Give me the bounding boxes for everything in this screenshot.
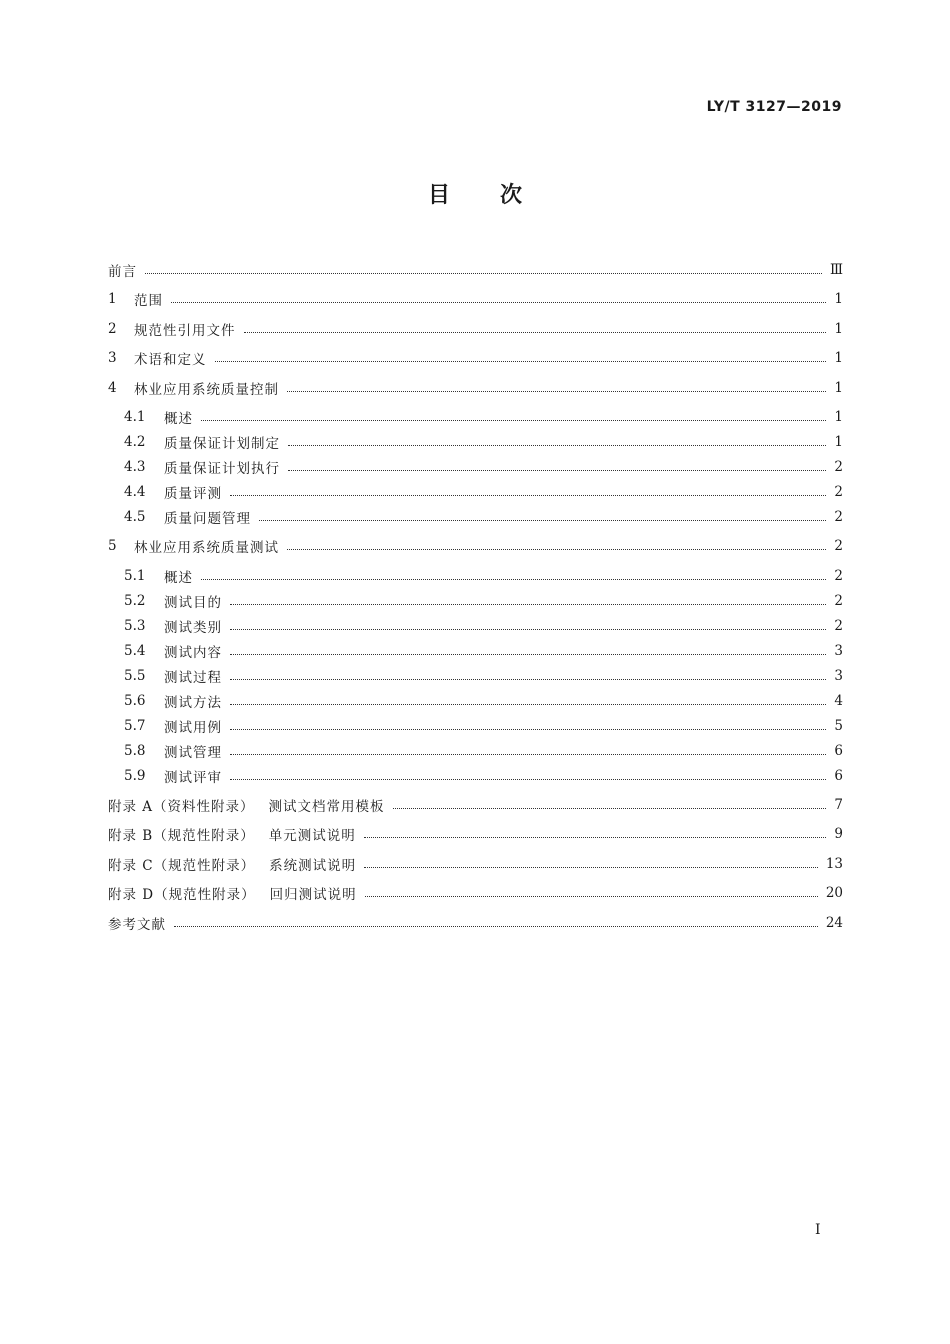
toc-number: 5.6	[124, 693, 146, 709]
toc-entry-5-6[interactable]	[108, 689, 843, 713]
toc-label: 系统测试说明	[269, 858, 357, 874]
dot-leader	[365, 896, 818, 897]
toc-label: 林业应用系统质量控制	[134, 382, 279, 398]
toc-label: 测试文档常用模板	[268, 799, 385, 815]
toc-page: 1	[834, 291, 843, 307]
toc-entry-4-4[interactable]	[108, 480, 843, 504]
dot-leader	[288, 445, 826, 446]
toc-label: 概述	[164, 570, 193, 586]
toc-entry-5-2[interactable]	[108, 589, 843, 613]
toc-entry-references[interactable]	[108, 911, 843, 935]
toc-page: 2	[834, 484, 843, 500]
toc-page: 7	[834, 797, 843, 813]
toc-page: 13	[825, 856, 843, 872]
dot-leader	[364, 867, 818, 868]
toc-number: 5.7	[124, 718, 146, 734]
toc-number: 5.4	[124, 643, 146, 659]
toc-entry-4-2[interactable]	[108, 430, 843, 454]
toc-number: 4	[108, 380, 117, 396]
toc-entry-appendix-c[interactable]	[108, 852, 843, 876]
toc-page: 2	[834, 568, 843, 584]
toc-label: 测试类别	[164, 620, 222, 636]
toc-entry-5-9[interactable]	[108, 764, 843, 788]
dot-leader	[259, 520, 826, 521]
dot-leader	[230, 779, 826, 780]
dot-leader	[201, 579, 826, 580]
appendix-heading: 附录 C（规范性附录）	[108, 858, 256, 874]
toc-number: 4.2	[124, 434, 146, 450]
dot-leader	[230, 679, 826, 680]
toc-entry-appendix-a[interactable]	[108, 793, 843, 817]
toc-entry-4-3[interactable]	[108, 455, 843, 479]
dot-leader	[230, 604, 826, 605]
toc-label: 质量保证计划执行	[164, 461, 280, 477]
toc-entry-4[interactable]	[108, 376, 843, 400]
toc-page: 2	[834, 459, 843, 475]
title-char-2: 次	[500, 183, 523, 208]
dot-leader	[215, 361, 827, 362]
page-number: I	[815, 1222, 821, 1238]
toc-label: 单元测试说明	[268, 828, 356, 844]
dot-leader	[244, 332, 827, 333]
toc-number: 3	[108, 350, 117, 366]
toc-number: 4.4	[124, 484, 146, 500]
toc-number: 2	[108, 321, 117, 337]
toc-entry-3[interactable]	[108, 346, 843, 370]
toc-page: 9	[834, 826, 843, 842]
toc-entry-5[interactable]	[108, 534, 843, 558]
title-char-1: 目	[427, 183, 450, 208]
toc-entry-appendix-d[interactable]	[108, 881, 843, 905]
toc-label: 测试评审	[164, 770, 222, 786]
dot-leader	[145, 273, 822, 274]
toc-page: 1	[834, 380, 843, 396]
toc-page: 2	[834, 538, 843, 554]
toc-entry-4-1[interactable]	[108, 405, 843, 429]
dot-leader	[364, 837, 827, 838]
toc-label: 质量问题管理	[164, 511, 251, 527]
toc-page: 6	[834, 743, 843, 759]
toc-label: 术语和定义	[134, 352, 207, 368]
toc-number: 1	[108, 291, 117, 307]
toc-label: 范围	[134, 293, 163, 309]
dot-leader	[287, 549, 826, 550]
dot-leader	[230, 654, 826, 655]
standard-code: LY/T 3127—2019	[706, 99, 842, 115]
toc-number: 5.8	[124, 743, 146, 759]
toc-number: 4.3	[124, 459, 146, 475]
toc-number: 4.5	[124, 509, 146, 525]
toc-label: 林业应用系统质量测试	[134, 540, 279, 556]
toc-label: 测试过程	[164, 670, 222, 686]
toc-entry-2[interactable]	[108, 317, 843, 341]
toc-number: 5	[108, 538, 117, 554]
toc-number: 5.1	[124, 568, 146, 584]
toc-number: 5.9	[124, 768, 146, 784]
toc-label: 质量保证计划制定	[164, 436, 280, 452]
dot-leader	[230, 729, 826, 730]
appendix-heading: 附录 D（规范性附录）	[108, 887, 256, 903]
toc-number: 5.3	[124, 618, 146, 634]
toc-page: 2	[834, 593, 843, 609]
toc-label: 测试用例	[164, 720, 222, 736]
toc-number: 4.1	[124, 409, 146, 425]
dot-leader	[174, 926, 818, 927]
toc-page: 3	[834, 643, 843, 659]
toc-label: 参考文献	[108, 917, 166, 933]
toc-page: 4	[834, 693, 843, 709]
toc-label: 测试管理	[164, 745, 222, 761]
dot-leader	[393, 808, 827, 809]
toc-page: 24	[825, 915, 843, 931]
toc-label: 测试方法	[164, 695, 222, 711]
toc-number: 5.2	[124, 593, 146, 609]
appendix-heading: 附录 A（资料性附录）	[108, 799, 255, 815]
toc-entry-5-8[interactable]	[108, 739, 843, 763]
dot-leader	[230, 495, 826, 496]
appendix-heading: 附录 B（规范性附录）	[108, 828, 255, 844]
toc-entry-5-5[interactable]	[108, 664, 843, 688]
toc-page: 1	[834, 434, 843, 450]
toc-entry-4-5[interactable]	[108, 505, 843, 529]
toc-label: 回归测试说明	[269, 887, 357, 903]
dot-leader	[230, 754, 826, 755]
toc-entry-appendix-b[interactable]	[108, 822, 843, 846]
toc-page: 1	[834, 409, 843, 425]
dot-leader	[171, 302, 826, 303]
toc-page: 1	[834, 350, 843, 366]
dot-leader	[201, 420, 826, 421]
page-title	[0, 178, 950, 209]
toc-label: 测试目的	[164, 595, 222, 611]
toc-entry-1[interactable]	[108, 287, 843, 311]
toc-label: 前言	[108, 264, 137, 280]
toc-label: 规范性引用文件	[134, 323, 236, 339]
toc-entry-5-1[interactable]	[108, 564, 843, 588]
toc-page: 20	[825, 885, 843, 901]
toc-page: Ⅲ	[829, 262, 843, 278]
toc-page: 3	[834, 668, 843, 684]
toc-page: 2	[834, 618, 843, 634]
toc-entry-5-7[interactable]	[108, 714, 843, 738]
toc-entry-5-3[interactable]	[108, 614, 843, 638]
toc-entry-5-4[interactable]	[108, 639, 843, 663]
toc-label: 测试内容	[164, 645, 222, 661]
toc-page: 6	[834, 768, 843, 784]
dot-leader	[287, 391, 826, 392]
toc-label: 概述	[164, 411, 193, 427]
dot-leader	[230, 629, 826, 630]
toc-page: 2	[834, 509, 843, 525]
toc-number: 5.5	[124, 668, 146, 684]
toc-entry-preface[interactable]	[108, 258, 843, 282]
dot-leader	[230, 704, 826, 705]
toc-page: 5	[834, 718, 843, 734]
toc-label: 质量评测	[164, 486, 222, 502]
toc-page: 1	[834, 321, 843, 337]
dot-leader	[288, 470, 826, 471]
